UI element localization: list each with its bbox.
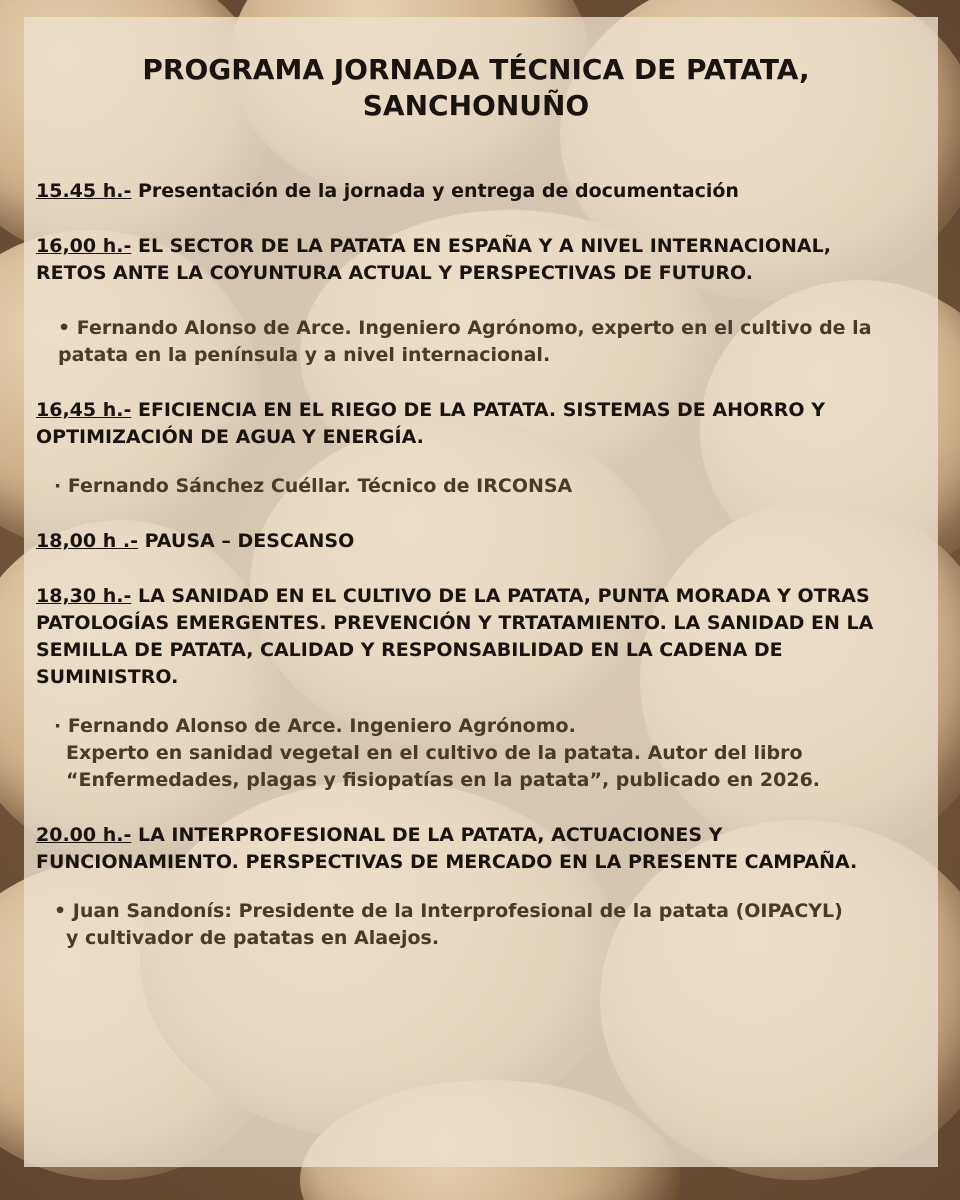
schedule-topic: PATOLOGÍAS EMERGENTES. PREVENCIÓN Y TRTATAMIENTO. LA SANIDAD EN LA bbox=[36, 612, 874, 634]
speaker-line: y cultivador de patatas en Alaejos. bbox=[66, 927, 440, 949]
speaker-info bbox=[36, 713, 916, 794]
schedule-time: 20.00 h.- bbox=[36, 824, 132, 846]
program-content bbox=[36, 52, 916, 980]
schedule-item bbox=[36, 528, 916, 555]
schedule-topic: SUMINISTRO. bbox=[36, 666, 179, 688]
speaker-line: patata en la península y a nivel internacional. bbox=[58, 344, 551, 366]
schedule-topic: SEMILLA DE PATATA, CALIDAD Y RESPONSABILIDAD EN LA CADENA DE bbox=[36, 639, 783, 661]
schedule-topic: LA INTERPROFESIONAL DE LA PATATA, ACTUACIONES Y bbox=[137, 824, 723, 846]
schedule-topic: LA SANIDAD EN EL CULTIVO DE LA PATATA, PUNTA MORADA Y OTRAS bbox=[137, 585, 870, 607]
speaker-line: Experto en sanidad vegetal en el cultivo de la patata. Autor del libro bbox=[66, 742, 803, 764]
speaker-info bbox=[36, 898, 916, 952]
schedule-time: 16,00 h.- bbox=[36, 235, 132, 257]
schedule-item bbox=[36, 822, 916, 876]
title-line-2: SANCHONUÑO bbox=[362, 89, 590, 122]
schedule-time: 15.45 h.- bbox=[36, 180, 132, 202]
schedule-topic: PAUSA – DESCANSO bbox=[144, 530, 355, 552]
page-title bbox=[36, 52, 916, 124]
speaker-info bbox=[36, 315, 916, 369]
speaker-line: “Enfermedades, plagas y fisiopatías en la patata”, publicado en 2026. bbox=[66, 769, 821, 791]
schedule-item bbox=[36, 233, 916, 287]
schedule-item bbox=[36, 583, 916, 691]
speaker-info bbox=[36, 473, 916, 500]
schedule-topic: OPTIMIZACIÓN DE AGUA Y ENERGÍA. bbox=[36, 426, 424, 448]
schedule-item bbox=[36, 397, 916, 451]
schedule-time: 18,00 h .- bbox=[36, 530, 138, 552]
speaker-line: • Juan Sandonís: Presidente de la Interprofesional de la patata (OIPACYL) bbox=[54, 900, 843, 922]
schedule-topic: RETOS ANTE LA COYUNTURA ACTUAL Y PERSPECTIVAS DE FUTURO. bbox=[36, 262, 753, 284]
title-line-1: PROGRAMA JORNADA TÉCNICA DE PATATA, bbox=[142, 53, 810, 86]
schedule-time: 16,45 h.- bbox=[36, 399, 132, 421]
schedule-topic: FUNCIONAMIENTO. PERSPECTIVAS DE MERCADO EN LA PRESENTE CAMPAÑA. bbox=[36, 851, 858, 873]
schedule-topic: EL SECTOR DE LA PATATA EN ESPAÑA Y A NIVEL INTERNACIONAL, bbox=[137, 235, 831, 257]
speaker-line: • Fernando Alonso de Arce. Ingeniero Agrónomo, experto en el cultivo de la bbox=[58, 317, 872, 339]
speaker-line: · Fernando Alonso de Arce. Ingeniero Agrónomo. bbox=[54, 715, 576, 737]
schedule-item bbox=[36, 178, 916, 205]
schedule-time: 18,30 h.- bbox=[36, 585, 132, 607]
speaker-line: · Fernando Sánchez Cuéllar. Técnico de IRCONSA bbox=[54, 475, 573, 497]
schedule-topic: EFICIENCIA EN EL RIEGO DE LA PATATA. SISTEMAS DE AHORRO Y bbox=[137, 399, 825, 421]
schedule-topic: Presentación de la jornada y entrega de documentación bbox=[137, 180, 739, 202]
